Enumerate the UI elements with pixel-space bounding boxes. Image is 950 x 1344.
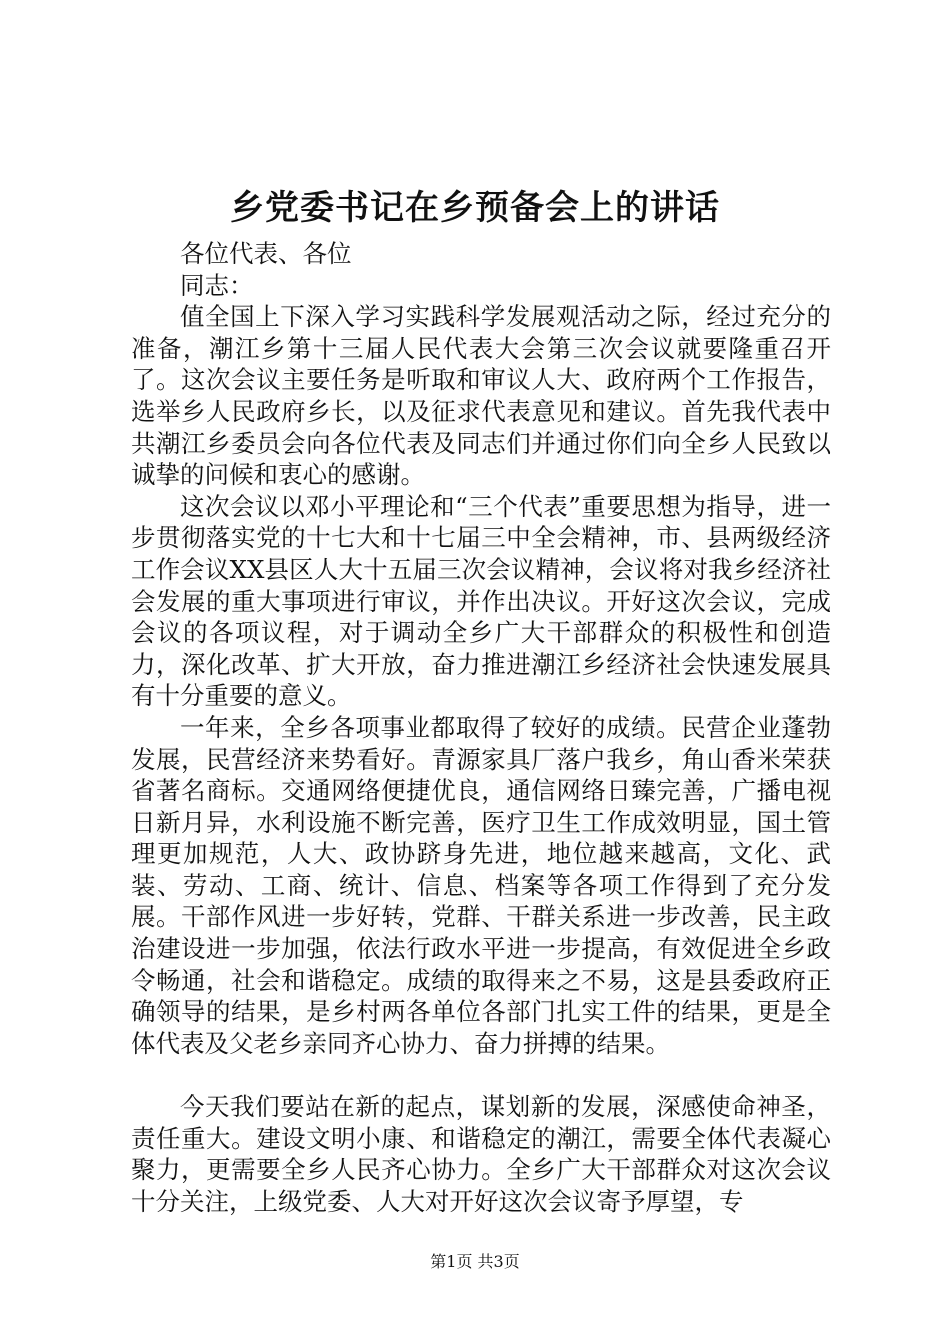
salutation-line-2: 同志：: [180, 270, 254, 300]
paragraph-3: 一年来，全乡各项事业都取得了较好的成绩。民营企业蓬勃发展，民营经济来势看好。青源家具厂落户我乡，角山香米荣获省著名商标。交通网络便捷优良，通信网络日臻完善，广播电视日新月异，水利设施不断完善，医疗卫生工作成效明显，国土管理更加规范，人大、政协跻身先进，地位越来越高，文化、武装、劳动、工商、统计、信息、档案等各项工作得到了充分发展。干部作风进一步好转，党群、干群关系进一步改善，民主政治建设进一步加强，依法行政水平进一步提高，有效促进全乡政令畅通，社会和谐稳定。成绩的取得来之不易，这是县委政府正确领导的结果，是乡村两各单位各部门扎实工件的结果，更是全体代表及父老乡亲同齐心协力、奋力拼搏的结果。: [131, 712, 831, 1058]
paragraph-1: 值全国上下深入学习实践科学发展观活动之际，经过充分的准备，潮江乡第十三届人民代表大会第三次会议就要隆重召开了。这次会议主要任务是听取和审议人大、政府两个工作报告，选举乡人民政府乡长，以及征求代表意见和建议。首先我代表中共潮江乡委员会向各位代表及同志们并通过你们向全乡人民致以诚挚的问候和衷心的感谢。: [131, 302, 831, 490]
document-body: [131, 238, 831, 1217]
paragraph-2: 这次会议以邓小平理论和“三个代表”重要思想为指导，进一步贯彻落实党的十七大和十七届三中全会精神，市、县两级经济工作会议XX县区人大十五届三次会议精神，会议将对我乡经济社会发展的重大事项进行审议，并作出决议。开好这次会议，完成会议的各项议程，对于调动全乡广大干部群众的积极性和创造力，深化改革、扩大开放，奋力推进潮江乡经济社会快速发展具有十分重要的意义。: [131, 491, 831, 711]
paragraph-4: 今天我们要站在新的起点，谋划新的发展，深感使命神圣，责任重大。建设文明小康、和谐稳定的潮江，需要全体代表凝心聚力，更需要全乡人民齐心协力。全乡广大干部群众对这次会议十分关注，上级党委、人大对开好这次会议寄予厚望，专: [131, 1092, 831, 1216]
page-number-footer: 第1页 共3页: [430, 1252, 520, 1271]
salutation-line-1: 各位代表、各位: [180, 239, 352, 268]
document-title: 乡党委书记在乡预备会上的讲话: [230, 188, 720, 228]
